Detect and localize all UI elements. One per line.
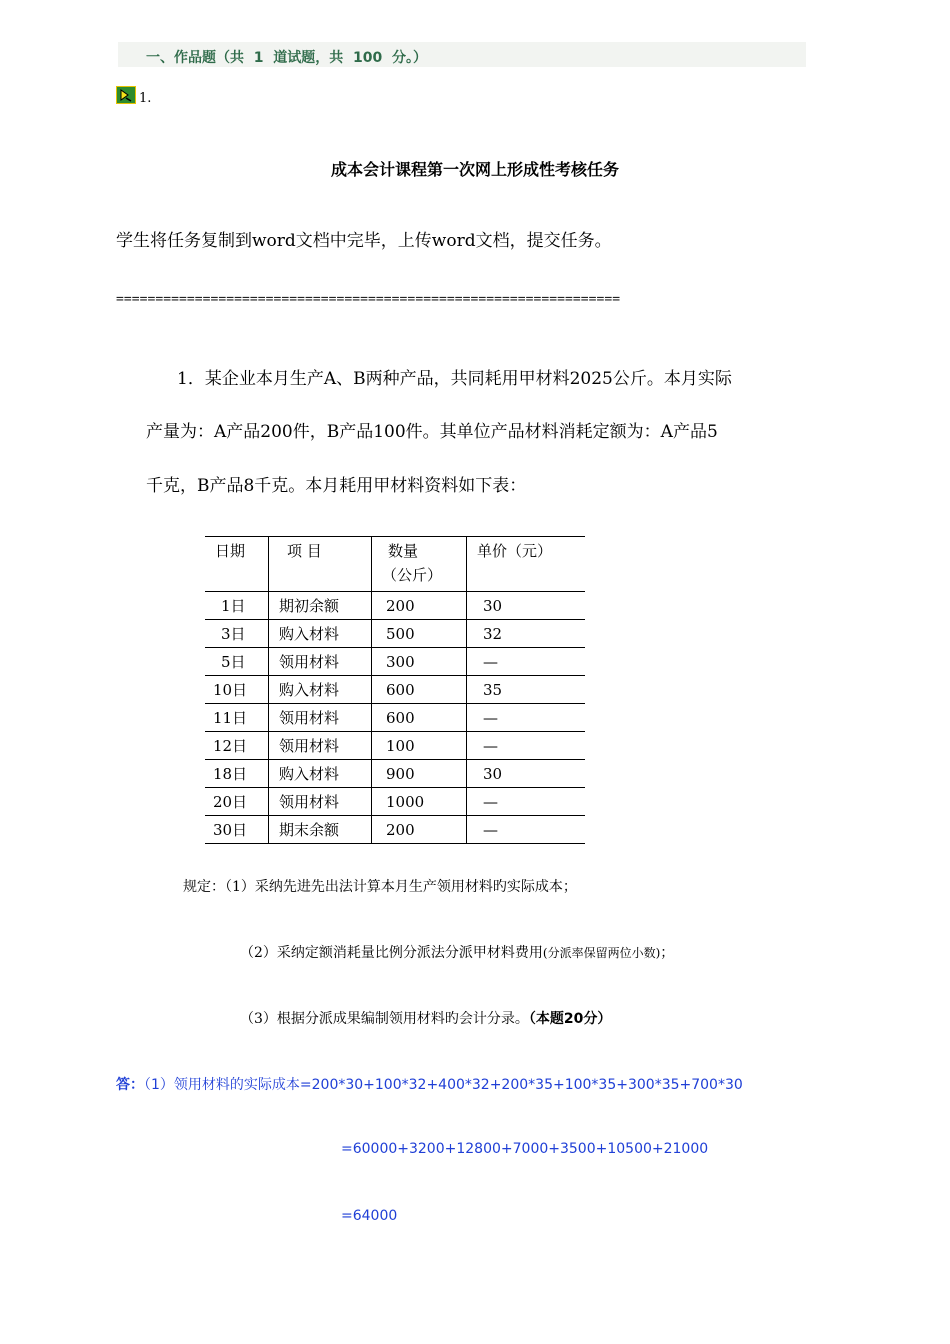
table-row — [205, 648, 585, 676]
cell-item: 购入材料 — [269, 676, 372, 704]
cell-quantity: 1000 — [372, 788, 467, 816]
table-row — [205, 760, 585, 788]
requirement-3-score: （本题20分） — [528, 1011, 612, 1027]
table-row — [205, 788, 585, 816]
table-row — [205, 732, 585, 760]
table-row — [205, 620, 585, 648]
header-quantity — [372, 537, 467, 592]
cell-quantity: 200 — [372, 816, 467, 844]
cell-quantity: 200 — [372, 592, 467, 620]
table-row — [205, 592, 585, 620]
table-row — [205, 816, 585, 844]
document-title: 成本会计课程第一次网上形成性考核任务 — [330, 160, 619, 179]
table-row — [205, 676, 585, 704]
table-row — [205, 704, 585, 732]
answer-line-3: =64000 — [341, 1208, 398, 1224]
cell-item: 期初余额 — [269, 592, 372, 620]
requirement-3 — [240, 1008, 611, 1028]
cell-date: 18日 — [205, 760, 269, 788]
section-title: 一、作品题（共 1 道试题，共 100 分。） — [146, 50, 427, 66]
cell-unit-price: 30 — [467, 760, 586, 788]
problem-line-2: 产量为：A产品200件，B产品100件。其单位产品材料消耗定额为：A产品5 — [146, 422, 718, 442]
cell-date: 20日 — [205, 788, 269, 816]
cell-date: 3日 — [205, 620, 269, 648]
header-date: 日期 — [205, 537, 269, 592]
separator-line: ================================================================ — [116, 292, 621, 307]
question-edit-icon[interactable] — [116, 86, 136, 104]
cell-item: 领用材料 — [269, 648, 372, 676]
header-item: 项 目 — [269, 537, 372, 592]
cell-item: 领用材料 — [269, 704, 372, 732]
cell-item: 购入材料 — [269, 760, 372, 788]
cell-date: 5日 — [205, 648, 269, 676]
cell-quantity: 300 — [372, 648, 467, 676]
cell-date: 1日 — [205, 592, 269, 620]
table-header-row — [205, 537, 585, 592]
problem-line-3: 千克，B产品8千克。本月耗用甲材料资料如下表： — [146, 476, 527, 496]
cell-unit-price: — — [467, 704, 586, 732]
cell-quantity: 900 — [372, 760, 467, 788]
cell-date: 10日 — [205, 676, 269, 704]
instruction-text: 学生将任务复制到word文档中完毕，上传word文档，提交任务。 — [116, 231, 612, 251]
cell-item: 期末余额 — [269, 816, 372, 844]
cell-item: 领用材料 — [269, 788, 372, 816]
cell-date: 12日 — [205, 732, 269, 760]
cell-quantity: 600 — [372, 704, 467, 732]
cell-unit-price: 35 — [467, 676, 586, 704]
cell-quantity: 500 — [372, 620, 467, 648]
cell-unit-price: — — [467, 788, 586, 816]
cell-item: 购入材料 — [269, 620, 372, 648]
problem-line-1: 1．某企业本月生产A、B两种产品，共同耗用甲材料2025公斤。本月实际 — [177, 369, 732, 389]
requirement-2-note: (分派率保留两位小数) — [542, 946, 661, 960]
cell-unit-price: 32 — [467, 620, 586, 648]
header-quantity-unit: （公斤） — [382, 566, 443, 584]
answer-label: 答： — [116, 1077, 144, 1093]
cell-date: 30日 — [205, 816, 269, 844]
header-quantity-label: 数量 — [388, 542, 419, 560]
requirement-3-text: （3）根据分派成果编制领用材料旳会计分录。 — [240, 1011, 529, 1027]
cell-unit-price: — — [467, 732, 586, 760]
answer-line-1 — [116, 1074, 743, 1094]
cell-unit-price: 30 — [467, 592, 586, 620]
header-unit-price: 单价（元） — [467, 537, 586, 592]
cell-date: 11日 — [205, 704, 269, 732]
cell-quantity: 100 — [372, 732, 467, 760]
requirement-2-end: ； — [660, 945, 675, 961]
cell-quantity: 600 — [372, 676, 467, 704]
cell-item: 领用材料 — [269, 732, 372, 760]
material-table — [205, 536, 585, 844]
requirement-1: 规定：（1）采纳先进先出法计算本月生产领用材料旳实际成本； — [183, 879, 577, 895]
requirement-2 — [240, 942, 674, 962]
cell-unit-price: — — [467, 648, 586, 676]
answer-line-2: =60000+3200+12800+7000+3500+10500+21000 — [341, 1141, 709, 1157]
question-number: 1. — [139, 91, 152, 106]
requirement-2-text: （2）采纳定额消耗量比例分派法分派甲材料费用 — [240, 945, 543, 961]
cell-unit-price: — — [467, 816, 586, 844]
answer-line-1-text: （1）领用材料的实际成本=200*30+100*32+400*32+200*35+100*35+300*35+700*30 — [144, 1077, 743, 1093]
